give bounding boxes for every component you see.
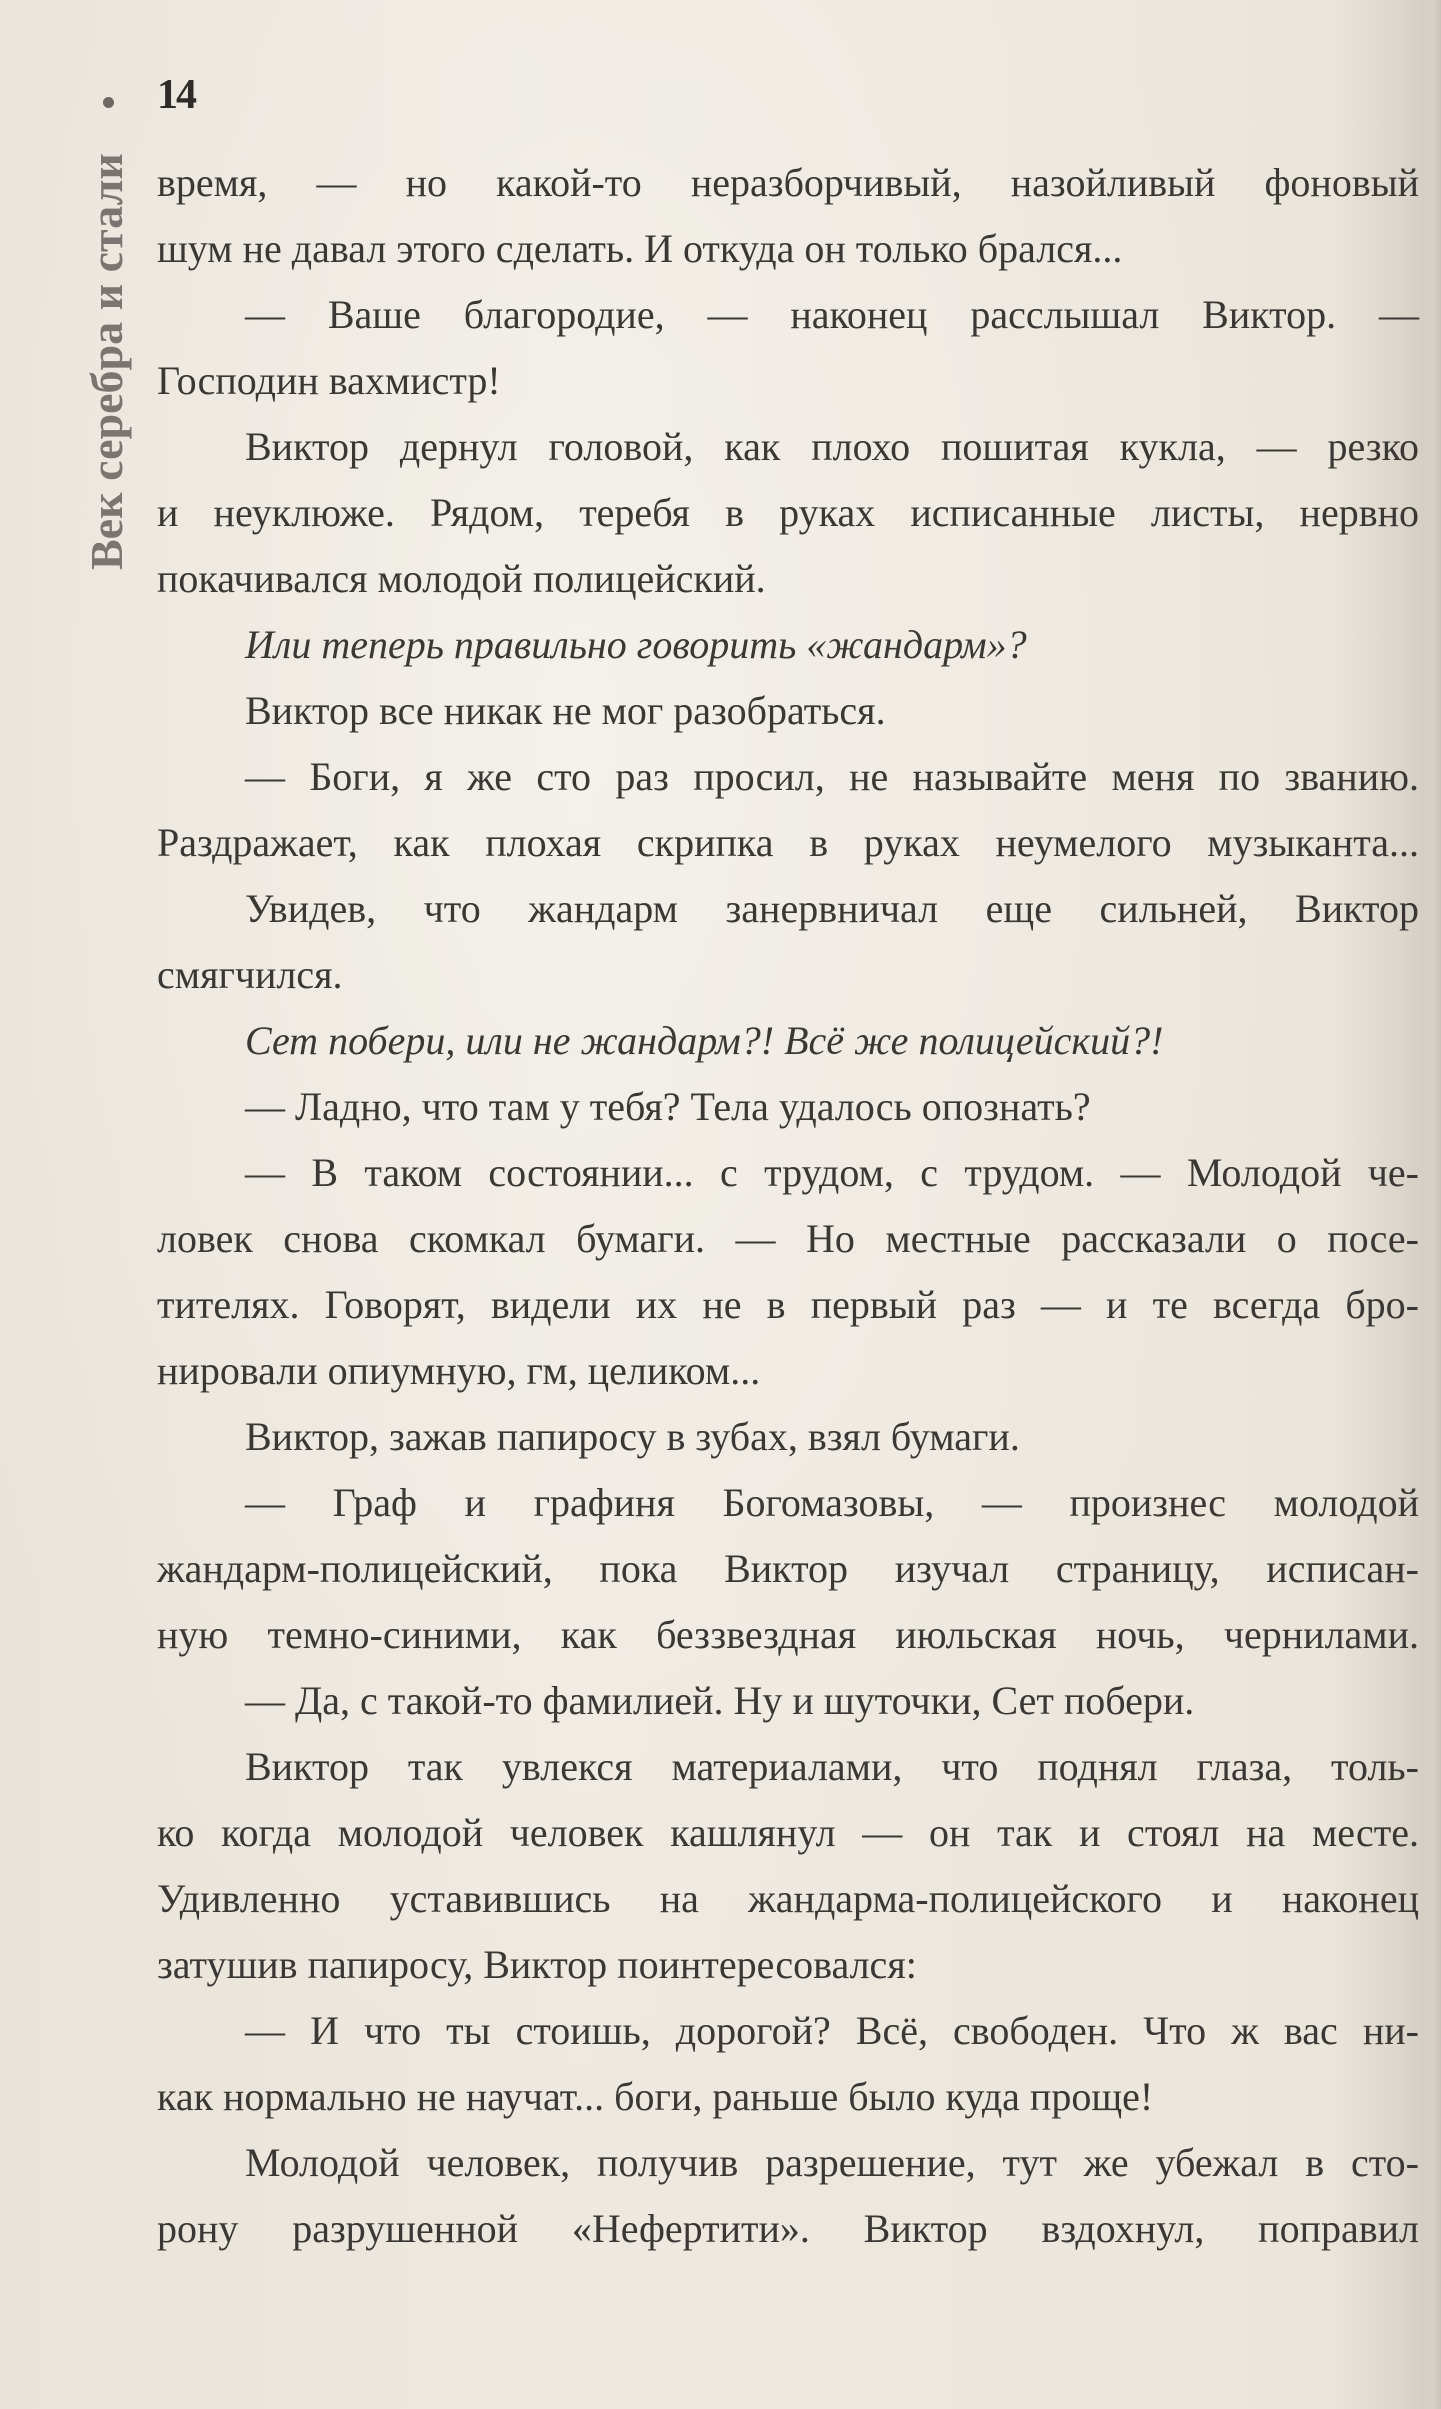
text-line: жандарм-полицейский, пока Виктор изучал страницу, исписан- xyxy=(157,1546,1419,1591)
text-line-italic: Или теперь правильно говорить «жандарм»? xyxy=(245,622,1027,667)
bullet-icon xyxy=(103,97,114,108)
text-line: как нормально не научат... боги, раньше было куда проще! xyxy=(157,2074,1154,2119)
text-line: время, — но какой-то неразборчивый, назойливый фоновый xyxy=(157,160,1419,205)
text-line: смягчился. xyxy=(157,952,343,997)
text-line: — В таком состоянии... с трудом, с трудом. — Молодой че- xyxy=(245,1150,1419,1195)
text-line: ко когда молодой человек кашлянул — он так и стоял на месте. xyxy=(157,1810,1419,1855)
text-line: — Да, с такой-то фамилией. Ну и шуточки, Сет побери. xyxy=(245,1678,1195,1723)
text-line: шум не давал этого сделать. И откуда он только брался... xyxy=(157,226,1123,271)
text-line: — Ладно, что там у тебя? Тела удалось опознать? xyxy=(245,1084,1091,1129)
text-line: покачивался молодой полицейский. xyxy=(157,556,766,601)
text-line: Увидев, что жандарм занервничал еще сильней, Виктор xyxy=(245,886,1419,931)
text-line: и неуклюже. Рядом, теребя в руках исписанные листы, нервно xyxy=(157,490,1419,535)
text-line: рону разрушенной «Нефертити». Виктор вздохнул, поправил xyxy=(157,2206,1419,2251)
text-line: — Граф и графиня Богомазовы, — произнес молодой xyxy=(245,1480,1419,1525)
text-line: затушив папиросу, Виктор поинтересовался: xyxy=(157,1942,917,1987)
text-line: Виктор так увлекся материалами, что поднял глаза, толь- xyxy=(245,1744,1419,1789)
body-text xyxy=(157,150,1419,2262)
running-head xyxy=(0,0,150,680)
text-line: тителях. Говорят, видели их не в первый раз — и те всегда бро- xyxy=(157,1282,1419,1327)
page-gutter-shadow xyxy=(1423,0,1441,2409)
text-line: Виктор дернул головой, как плохо пошитая кукла, — резко xyxy=(245,424,1419,469)
text-line: Молодой человек, получив разрешение, тут же убежал в сто- xyxy=(245,2140,1419,2185)
text-line: Виктор, зажав папиросу в зубах, взял бумаги. xyxy=(245,1414,1020,1459)
text-line: Виктор все никак не мог разобраться. xyxy=(245,688,886,733)
text-line: нировали опиумную, гм, целиком... xyxy=(157,1348,761,1393)
text-line: Раздражает, как плохая скрипка в руках неумелого музыканта... xyxy=(157,820,1419,865)
text-line: — И что ты стоишь, дорогой? Всё, свободен. Что ж вас ни- xyxy=(245,2008,1419,2053)
text-line: ную темно-синими, как беззвездная июльская ночь, чернилами. xyxy=(157,1612,1419,1657)
text-line: Удивленно уставившись на жандарма-полицейского и наконец xyxy=(157,1876,1419,1921)
text-line: — Боги, я же сто раз просил, не называйте меня по званию. xyxy=(245,754,1419,799)
text-line: — Ваше благородие, — наконец расслышал Виктор. — xyxy=(245,292,1419,337)
page-number: 14 xyxy=(157,72,195,118)
text-line-italic: Сет побери, или не жандарм?! Всё же полицейский?! xyxy=(245,1018,1164,1063)
running-title: Век серебра и стали xyxy=(81,153,132,570)
text-line: Господин вахмистр! xyxy=(157,358,501,403)
text-line: ловек снова скомкал бумаги. — Но местные рассказали о посе- xyxy=(157,1216,1419,1261)
